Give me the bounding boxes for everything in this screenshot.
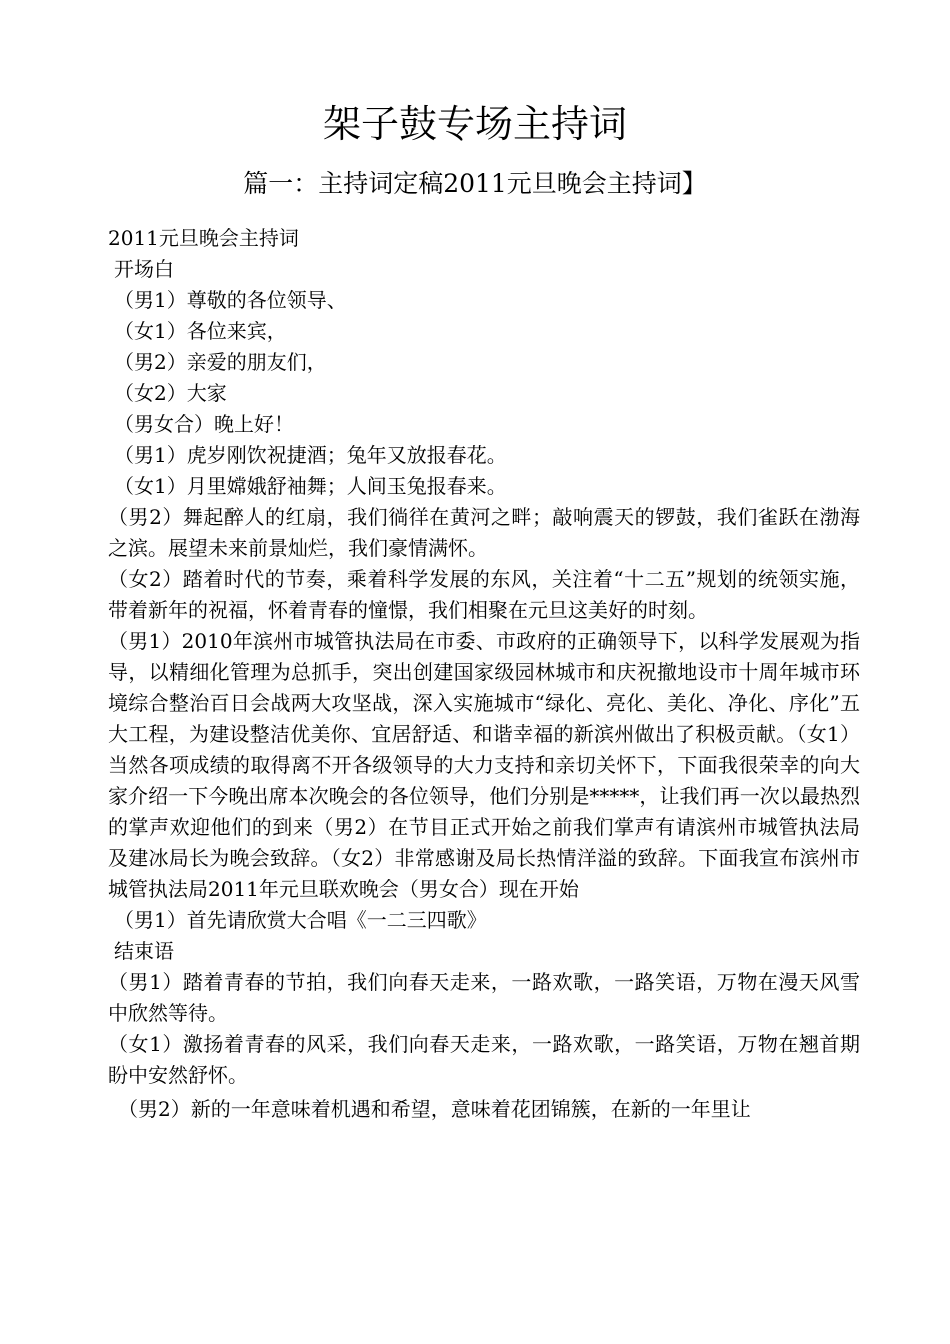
paragraph: （男1）尊敬的各位领导、 — [114, 288, 347, 312]
paragraph: （男1）虎岁刚饮祝捷酒；兔年又放报春花。 — [114, 443, 507, 467]
document-body — [108, 223, 860, 1125]
document-subtitle: 篇一：主持词定稿2011元旦晚会主持词】 — [243, 169, 707, 198]
paragraph: 开场白 — [114, 257, 174, 281]
paragraph: （女1）各位来宾， — [114, 319, 287, 343]
paragraph: 结束语 — [114, 939, 174, 963]
paragraph: （男1）首先请欣赏大合唱《一二三四歌》 — [114, 908, 487, 932]
paragraph: （女2）踏着时代的节奏，乘着科学发展的东风，关注着“十二五”规划的统领实施，带着新年的祝福，怀着青春的憧憬，我们相聚在元旦这美好的时刻。 — [108, 567, 860, 622]
paragraph: （女1）激扬着青春的风采，我们向春天走来，一路欢歌，一路笑语，万物在翘首期盼中安然舒怀。 — [108, 1032, 860, 1087]
paragraph: （男2）亲爱的朋友们， — [114, 350, 327, 374]
paragraph: 2011元旦晚会主持词 — [108, 226, 299, 250]
paragraph: （男2）新的一年意味着机遇和希望，意味着花团锦簇，在新的一年里让 — [118, 1097, 751, 1121]
paragraph: （男女合）晚上好！ — [114, 412, 294, 436]
paragraph: （男1）2010年滨州市城管执法局在市委、市政府的正确领导下，以科学发展观为指导，以精细化管理为总抓手，突出创建国家级园林城市和庆祝撤地设市十周年城市环境综合整治百日会战两大攻坚战，深入实施城市“绿化、亮化、美化、净化、序化”五大工程，为建设整洁优美你、宜居舒适、和谐幸福的新滨州做出了积极贡献。（女1）当然各项成绩的取得离不开各级领导的大力支持和亲切关怀下，下面我很荣幸的向大家介绍一下今晚出席本次晚会的各位领导，他们分别是*****，让我们再一次以最热烈的掌声欢迎他们的到来（男2）在节目正式开始之前我们掌声有请滨州市城管执法局及建冰局长为晚会致辞。（女2）非常感谢及局长热情洋溢的致辞。下面我宣布滨州市城管执法局2011年元旦联欢晚会（男女合）现在开始 — [108, 629, 860, 901]
paragraph: （女1）月里嫦娥舒袖舞；人间玉兔报春来。 — [114, 474, 507, 498]
document-title: 架子鼓专场主持词 — [322, 102, 627, 146]
paragraph: （男1）踏着青春的节拍，我们向春天走来，一路欢歌，一路笑语，万物在漫天风雪中欣然等待。 — [108, 970, 860, 1025]
paragraph: （女2）大家 — [114, 381, 227, 405]
paragraph: （男2）舞起醉人的红扇，我们徜徉在黄河之畔；敲响震天的锣鼓，我们雀跃在渤海之滨。展望未来前景灿烂，我们豪情满怀。 — [108, 505, 860, 560]
